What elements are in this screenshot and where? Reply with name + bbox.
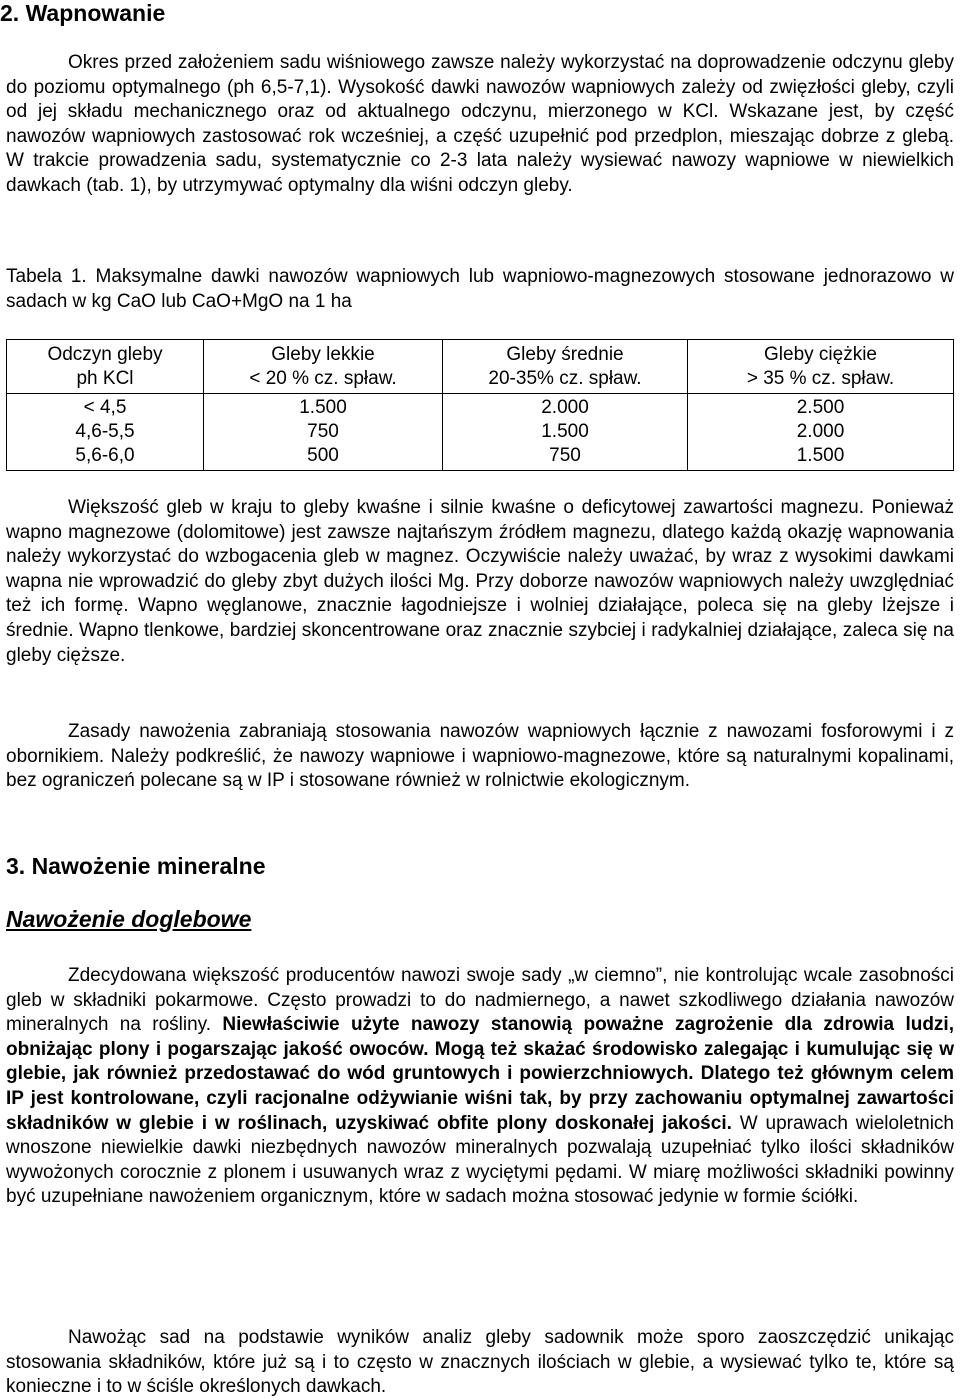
mineral-paragraph-1-bold: Niewłaściwie użyte nawozy stanowią poważne zagrożenie dla zdrowia ludzi, obniżając plony i pogarszając jakość owoców. Mogą też skażać środowisko zalegając i kumulując się w glebie, jak również przedostawać do wód gruntowych i powierzchniowych. Dlatego też głównym celem IP jest kontrolowane, czyli racjonalne odżywianie wiśni tak, by przy zachowaniu optymalnej zawartości składników w glebie i w roślinach, uzyskiwać obfite plony doskonałej jakości. <box>6 1014 954 1134</box>
section-title-liming: 2. Wapnowanie <box>0 0 166 26</box>
table-header-row <box>7 340 954 394</box>
table-cell: 2.500 2.000 1.500 <box>688 394 954 471</box>
mineral-paragraph-1: Zdecydowana większość producentów nawozi swoje sady „w ciemno”, nie kontrolując wcale zasobności gleb w składniki pokarmowe. Często prowadzi to do nadmiernego, a nawet szkodliwego działania nawozów mineralnych na rośliny. Niewłaściwie użyte nawozy stanowią poważne zagrożenie dla zdrowia ludzi, obniżając plony i pogarszając jakość owoców. Mogą też skażać środowisko zalegając i kumulując się w glebie, jak również przedostawać do wód gruntowych i powierzchniowych. Dlatego też głównym celem IP jest kontrolowane, czyli racjonalne odżywianie wiśni tak, by przy zachowaniu optymalnej zawartości składników w glebie i w roślinach, uzyskiwać obfite plony doskonałej jakości. W uprawach wieloletnich wnoszone niewielkie dawki niezbędnych nawozów mineralnych pozwalają uzupełniać tylko ilości składników wywożonych corocznie z plonem i usuwanych wraz z wyciętymi pędami. W miarę możliwości składniki powinny być uzupełniane nawożeniem organicznym, które w sadach można stosować jedynie w formie ściółki. <box>6 965 954 1208</box>
table-caption: Tabela 1. Maksymalne dawki nawozów wapniowych lub wapniowo-magnezowych stosowane jednorazowo w sadach w kg CaO lub CaO+MgO na 1 ha <box>6 266 954 312</box>
table-row <box>7 394 954 471</box>
table-header-cell: Gleby lekkie < 20 % cz. spław. <box>204 340 443 394</box>
table-header-cell: Gleby ciężkie > 35 % cz. spław. <box>688 340 954 394</box>
table-cell: 1.500 750 500 <box>204 394 443 471</box>
liming-paragraph-3: Zasady nawożenia zabraniają stosowania nawozów wapniowych łącznie z nawozami fosforowymi i z obornikiem. Należy podkreślić, że nawozy wapniowe i wapniowo-magnezowe, które są naturalnymi kopalinami, bez ograniczeń polecane są w IP i stosowane również w rolnictwie ekologicznym. <box>6 721 954 792</box>
liming-paragraph-1: Okres przed założeniem sadu wiśniowego zawsze należy wykorzystać na doprowadzenie odczynu gleby do poziomu optymalnego (ph 6,5-7,1). Wysokość dawki nawozów wapniowych zależy od zwięzłości gleby, czyli od jej składu mechanicznego oraz od aktualnego odczynu, mierzonego w KCl. Wskazane jest, by część nawozów wapniowych zastosować rok wcześniej, a część uzupełnić pod przedplon, mieszając dobrze z glebą. W trakcie prowadzenia sadu, systematycznie co 2-3 lata należy wysiewać nawozy wapniowe w niewielkich dawkach (tab. 1), by utrzymywać optymalny dla wiśni odczyn gleby. <box>6 52 954 196</box>
table-header-cell: Gleby średnie 20-35% cz. spław. <box>443 340 688 394</box>
table-header-cell: Odczyn gleby ph KCl <box>7 340 204 394</box>
liming-paragraph-2: Większość gleb w kraju to gleby kwaśne i silnie kwaśne o deficytowej zawartości magnezu. Ponieważ wapno magnezowe (dolomitowe) jest zawsze najtańszym źródłem magnezu, dlatego każdą okazję wapnowania należy wykorzystać do wzbogacenia gleb w magnez. Oczywiście należy uważać, by wraz z wysokimi dawkami wapna nie wprowadzić do gleby zbyt dużych ilości Mg. Przy doborze nawozów wapniowych należy uwzględniać też ich formę. Wapno węglanowe, znacznie łagodniejsze i wolniej działające, poleca się na gleby lżejsze i średnie. Wapno tlenkowe, bardziej skoncentrowane oraz znacznie szybciej i radykalniej działające, zaleca się na gleby cięższe. <box>6 497 954 666</box>
table-cell: < 4,5 4,6-5,5 5,6-6,0 <box>7 394 204 471</box>
liming-dose-table <box>6 339 954 471</box>
subsection-title-soil-fertilization: Nawożenie doglebowe <box>6 906 252 932</box>
section-title-mineral-fertilization: 3. Nawożenie mineralne <box>6 853 266 879</box>
table-cell: 2.000 1.500 750 <box>443 394 688 471</box>
mineral-paragraph-2: Nawożąc sad na podstawie wyników analiz gleby sadownik może sporo zaoszczędzić unikając stosowania składników, które już są i to często w znacznych ilościach w glebie, a wysiewać tylko te, które są konieczne i to w ściśle określonych dawkach. <box>6 1327 954 1398</box>
